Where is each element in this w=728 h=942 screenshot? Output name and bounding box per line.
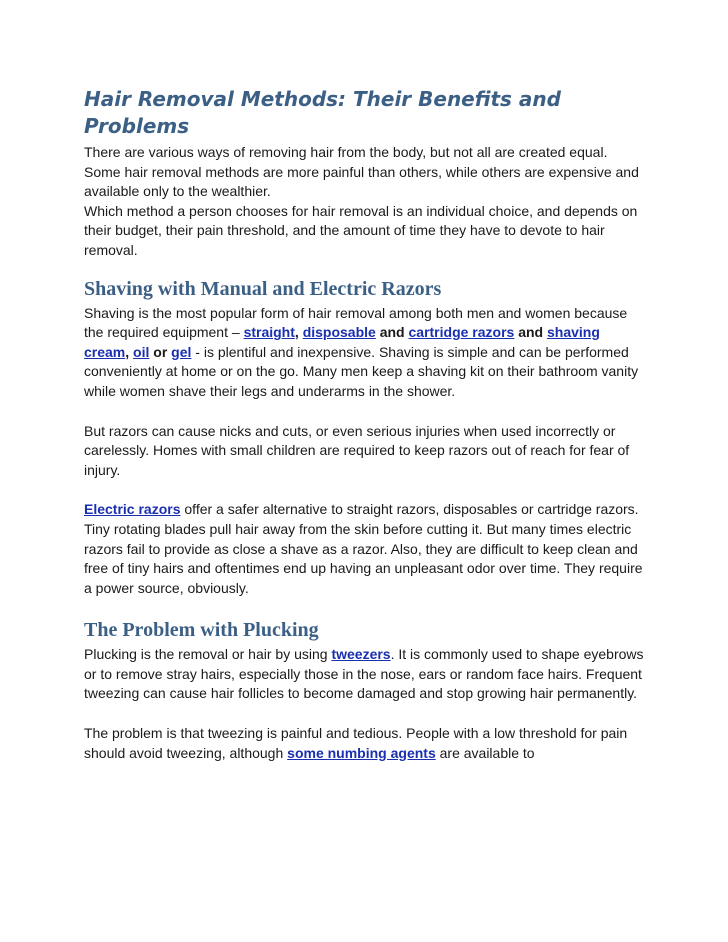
text-run: offer a safer alternative to straight razors, disposables or cartridge razors. Tiny rotating blades pull hair away from the skin before cutting it. But many times electric razors fail to provide as close a shave as a razor. Also, they are difficult to keep clean and free of tiny hairs and oftentimes end up having an unpleasant odor over time. They require a power source, obviously. <box>84 501 643 596</box>
document-page <box>84 86 644 763</box>
shaving-paragraph-2: But razors can cause nicks and cuts, or even serious injuries when used incorrectly or carelessly. Homes with small children are required to keep razors out of reach for fear of injury. <box>84 422 630 478</box>
link-oil[interactable]: oil <box>133 343 150 360</box>
text-run: , <box>294 324 303 341</box>
plucking-heading: The Problem with Plucking <box>84 619 319 642</box>
section-spacer <box>84 598 644 618</box>
text-run: are available to <box>435 744 535 761</box>
plucking-paragraph-2 <box>84 724 644 763</box>
paragraph-spacer <box>84 704 644 724</box>
paragraph-spacer <box>84 480 644 500</box>
text-run: , <box>125 343 134 360</box>
link-straight[interactable]: straight <box>243 324 295 341</box>
text-run: and <box>514 324 547 341</box>
shaving-heading: Shaving with Manual and Electric Razors <box>84 277 442 300</box>
link-disposable[interactable]: disposable <box>302 324 376 341</box>
link-numbing-agents[interactable]: some numbing agents <box>287 744 436 761</box>
shaving-paragraph-3 <box>84 500 644 598</box>
plucking-paragraph-1 <box>84 645 644 704</box>
shaving-paragraph-1 <box>84 304 644 402</box>
document-title: Hair Removal Methods: Their Benefits and Problems <box>84 87 561 138</box>
intro-paragraph-2: Which method a person chooses for hair removal is an individual choice, and depends on their budget, their pain threshold, and the amount of time they have to devote to hair removal. <box>84 202 638 258</box>
text-run: and <box>375 324 409 341</box>
text-run: - is plentiful and inexpensive. Shaving is simple and can be performed conveniently at home or on the go. Many men keep a shaving kit on their bathroom vanity while women shave their legs and underarms in the shower. <box>84 343 639 399</box>
text-run: The problem is that tweezing is painful and tedious. People with a low threshold for pain should avoid tweezing, although <box>84 725 628 761</box>
text-run: Plucking is the removal or hair by using <box>84 646 332 663</box>
link-cartridge-razors[interactable]: cartridge razors <box>408 324 515 341</box>
section-spacer <box>84 261 644 277</box>
link-gel[interactable]: gel <box>171 343 192 360</box>
text-run: . It is commonly used to shape eyebrows or to remove stray hairs, especially those in the nose, ears or random face hairs. Frequent tweezing can cause hair follicles to become damaged and stop growing hair permanently. <box>84 646 644 702</box>
link-electric-razors[interactable]: Electric razors <box>84 501 181 518</box>
intro-paragraph-1: There are various ways of removing hair from the body, but not all are created equal. Some hair removal methods are more painful than others, while others are expensive and available only to the wealthier. <box>84 144 639 200</box>
paragraph-spacer <box>84 402 644 422</box>
link-shaving-cream[interactable]: shaving cream <box>84 324 600 360</box>
link-tweezers[interactable]: tweezers <box>331 646 391 663</box>
text-run: or <box>149 343 172 360</box>
text-run: Shaving is the most popular form of hair removal among both men and women because the required equipment – <box>84 304 628 341</box>
